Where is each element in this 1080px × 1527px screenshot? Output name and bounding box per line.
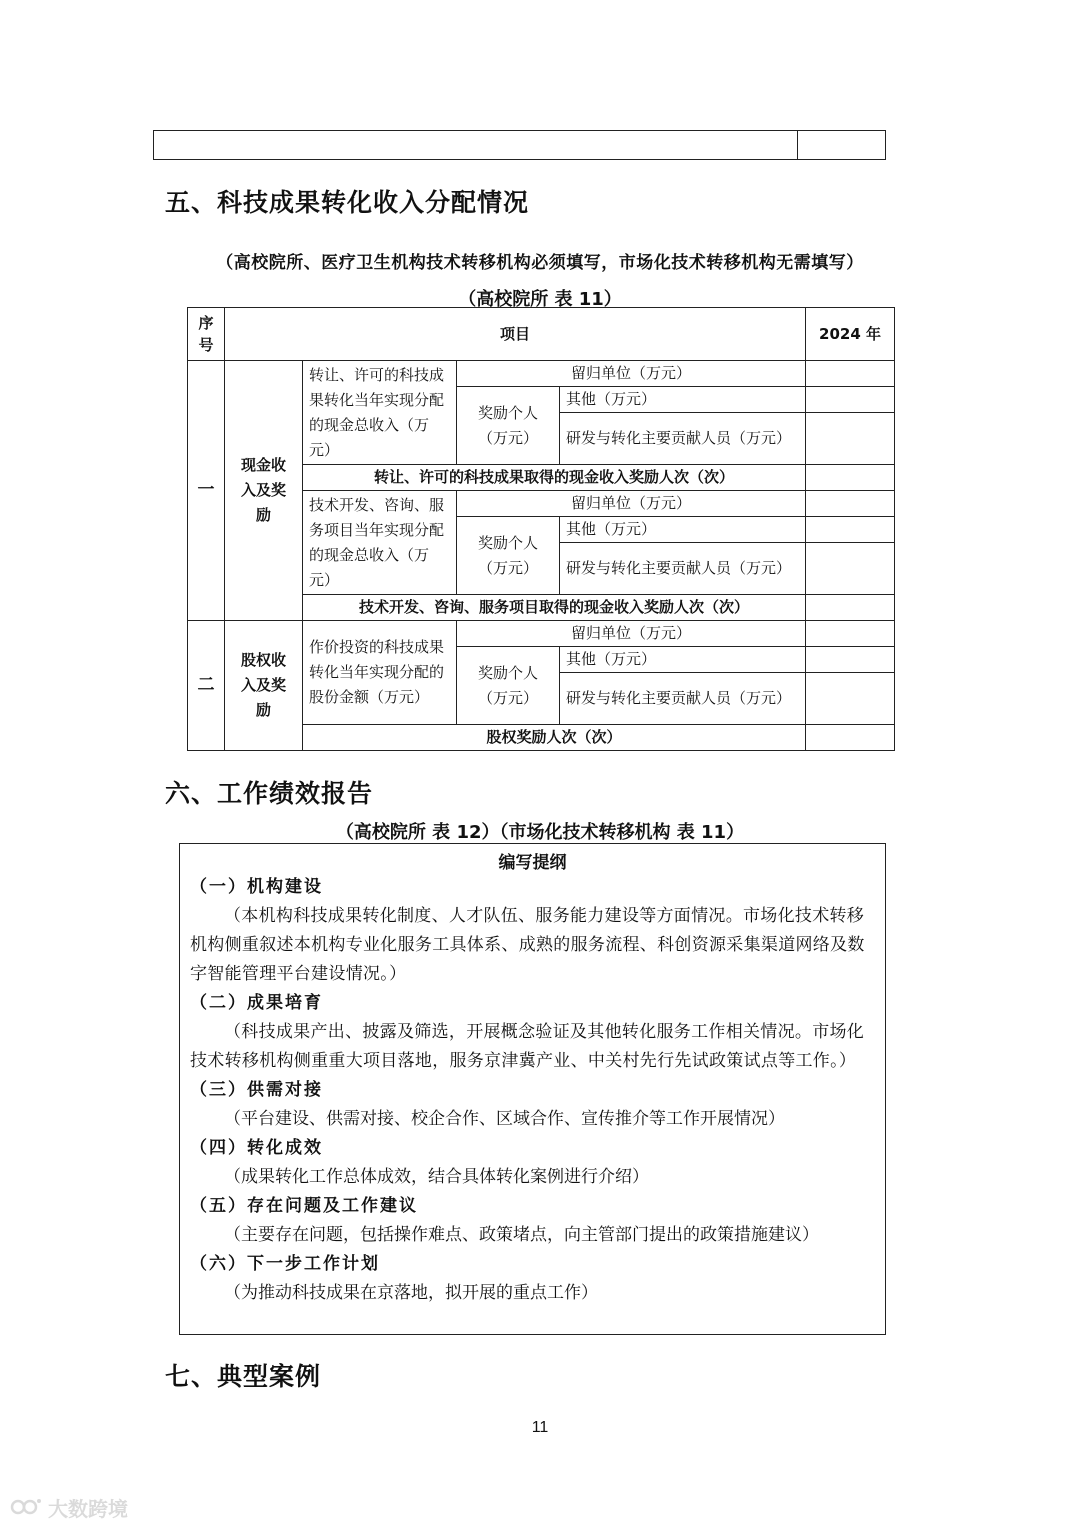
outline-heading: （二）成果培育 [190, 993, 323, 1013]
g1s2-count: 技术开发、咨询、服务项目取得的现金收入奖励人次（次） [303, 595, 806, 621]
page-number: 11 [531, 1419, 549, 1436]
table-row [188, 361, 895, 387]
g1s1-count-value[interactable] [806, 465, 895, 491]
watermark-logo-icon [10, 1495, 42, 1519]
group2-seq: 二 [188, 621, 225, 751]
g1s1-retain-value[interactable] [806, 361, 895, 387]
g1s1-label: 转让、许可的科技成果转化当年实现分配的现金总收入（万元） [303, 361, 457, 465]
outline-text: （为推动科技成果在京落地，拟开展的重点工作） [224, 1283, 598, 1303]
table-row [188, 621, 895, 647]
g1s2-retain-value[interactable] [806, 491, 895, 517]
outline-text: （平台建设、供需对接、校企合作、区域合作、宣传推介等工作开展情况） [224, 1109, 785, 1129]
g1s1-count: 转让、许可的科技成果取得的现金收入奖励人次（次） [303, 465, 806, 491]
group1-seq: 一 [188, 361, 225, 621]
g1s2-other-value[interactable] [806, 517, 895, 543]
watermark-text: 大数跨境 [48, 1496, 128, 1521]
income-distribution-table [187, 307, 895, 751]
outline-text: （主要存在问题，包括操作难点、政策堵点，向主管部门提出的政策措施建议） [224, 1225, 819, 1245]
header-item: 项目 [225, 308, 806, 361]
outline-list [190, 873, 877, 1308]
g2s1-reward: 奖励个人（万元） [457, 647, 560, 725]
g1s2-label: 技术开发、咨询、服务项目当年实现分配的现金总收入（万元） [303, 491, 457, 595]
table12-caption: （高校院所 表 12）（市场化技术转移机构 表 11） [335, 822, 745, 843]
group2-name: 股权收入及奖励 [225, 621, 303, 751]
outline-text: （成果转化工作总体成效，结合具体转化案例进行介绍） [224, 1167, 649, 1187]
g1s2-other: 其他（万元） [560, 517, 806, 543]
g1s1-other-value[interactable] [806, 387, 895, 413]
outline-heading: （六）下一步工作计划 [190, 1254, 380, 1274]
g2s1-retain: 留归单位（万元） [457, 621, 806, 647]
g2s1-contrib: 研发与转化主要贡献人员（万元） [560, 673, 806, 725]
g1s1-contrib-value[interactable] [806, 413, 895, 465]
g2s1-retain-value[interactable] [806, 621, 895, 647]
section6-title: 六、工作绩效报告 [165, 779, 374, 808]
header-year: 2024 年 [806, 308, 895, 361]
g1s2-contrib-value[interactable] [806, 543, 895, 595]
g1s1-contrib: 研发与转化主要贡献人员（万元） [560, 413, 806, 465]
outline-heading: （一）机构建设 [190, 877, 323, 897]
g1s1-other: 其他（万元） [560, 387, 806, 413]
previous-table-row [153, 130, 886, 160]
outline-box [179, 843, 886, 1335]
watermark [10, 1493, 150, 1521]
g1s2-reward: 奖励个人（万元） [457, 517, 560, 595]
outline-heading: （五）存在问题及工作建议 [190, 1196, 418, 1216]
section7-title: 七、典型案例 [165, 1362, 322, 1391]
g2s1-other-value[interactable] [806, 647, 895, 673]
header-seq: 序号 [188, 308, 225, 361]
g1s2-retain: 留归单位（万元） [457, 491, 806, 517]
g2s1-count-value[interactable] [806, 725, 895, 751]
table11-caption: （高校院所 表 11） [458, 289, 622, 310]
g2s1-label: 作价投资的科技成果转化当年实现分配的股份金额（万元） [303, 621, 457, 725]
outline-text: （科技成果产出、披露及筛选，开展概念验证及其他转化服务工作相关情况。市场化技术转移机构侧重重大项目落地，服务京津冀产业、中关村先行先试政策试点等工作。） [190, 1022, 865, 1071]
g2s1-contrib-value[interactable] [806, 673, 895, 725]
g1s2-count-value[interactable] [806, 595, 895, 621]
g1s2-contrib: 研发与转化主要贡献人员（万元） [560, 543, 806, 595]
outline-title: 编写提纲 [498, 853, 567, 873]
outline-heading: （三）供需对接 [190, 1080, 323, 1100]
g1s1-reward: 奖励个人（万元） [457, 387, 560, 465]
outline-heading: （四）转化成效 [190, 1138, 323, 1158]
group1-name: 现金收入及奖励 [225, 361, 303, 621]
g2s1-count: 股权奖励人次（次） [303, 725, 806, 751]
table-header-row [188, 308, 895, 361]
g1s1-retain: 留归单位（万元） [457, 361, 806, 387]
g2s1-other: 其他（万元） [560, 647, 806, 673]
section5-note: （高校院所、医疗卫生机构技术转移机构必须填写，市场化技术转移机构无需填写） [216, 253, 864, 273]
section5-title: 五、科技成果转化收入分配情况 [165, 188, 530, 217]
outline-text: （本机构科技成果转化制度、人才队伍、服务能力建设等方面情况。市场化技术转移机构侧重叙述本机构专业化服务工具体系、成熟的服务流程、科创资源采集渠道网络及数字智能管理平台建设情况。） [190, 906, 865, 984]
